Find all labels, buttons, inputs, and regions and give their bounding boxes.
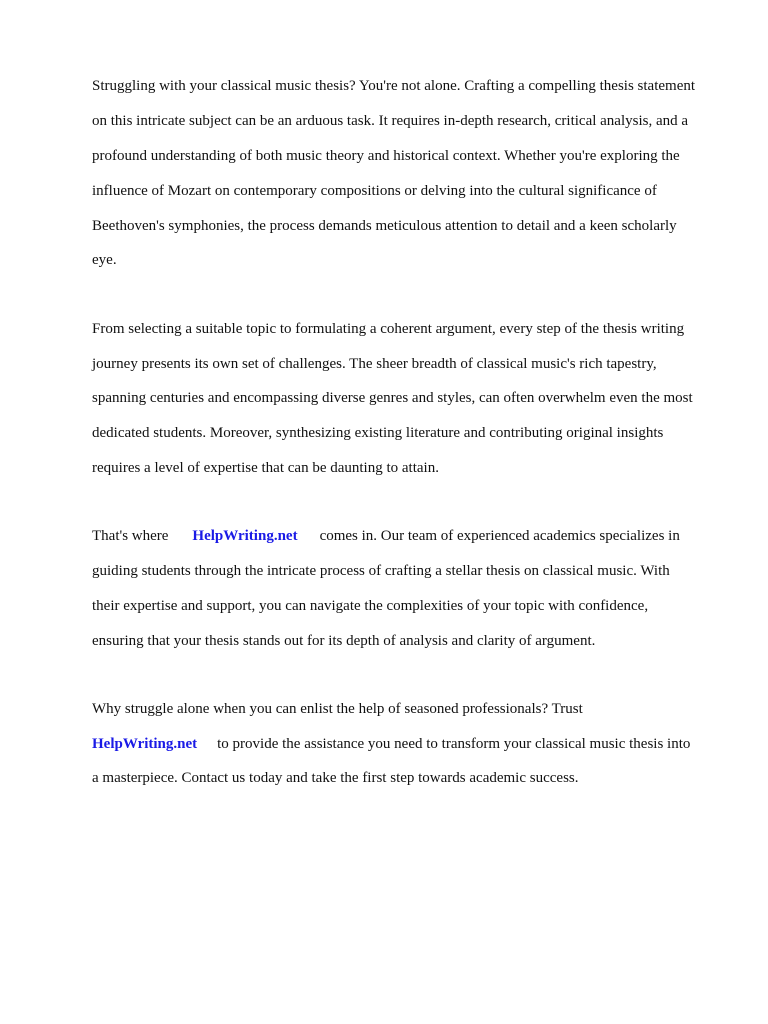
paragraph-service [92,511,732,668]
text-line: a masterpiece. Contact us today and take the first step towards academic success. [92,770,579,787]
helpwriting-link[interactable]: HelpWriting.net [92,735,198,752]
helpwriting-link[interactable]: HelpWriting.net [192,528,298,545]
text-line: eye. [92,252,117,269]
paragraph-intro [92,61,732,287]
text-fragment: comes in. Our team of experienced academics specializes in [319,528,680,545]
text-fragment: That's where [92,528,169,545]
text-line [92,528,732,545]
paragraph-challenges [92,303,732,494]
text-line: requires a level of expertise that can be daunting to attain. [92,459,439,476]
text-line: dedicated students. Moreover, synthesizing existing literature and contributing original insights [92,425,664,442]
text-line: From selecting a suitable topic to formulating a coherent argument, every step of the thesis writing [92,320,685,337]
text-line: Struggling with your classical music thesis? You're not alone. Crafting a compelling thesis statement [92,78,696,95]
text-line: spanning centuries and encompassing diverse genres and styles, can often overwhelm even the most [92,390,693,407]
text-line: journey presents its own set of challenges. The sheer breadth of classical music's rich tapestry, [92,355,657,372]
text-fragment: to provide the assistance you need to transform your classical music thesis into [217,735,691,752]
document-body [92,61,732,821]
text-line [92,736,732,753]
text-line: ensuring that your thesis stands out for its depth of analysis and clarity of argument. [92,632,596,649]
text-line: profound understanding of both music theory and historical context. Whether you're exploring the [92,148,680,165]
text-line: their expertise and support, you can navigate the complexities of your topic with confidence, [92,597,649,614]
text-line: on this intricate subject can be an arduous task. It requires in-depth research, critical analysis, and a [92,113,689,130]
text-line: influence of Mozart on contemporary compositions or delving into the cultural significance of [92,182,657,199]
text-line: Why struggle alone when you can enlist the help of seasoned professionals? Trust [92,700,583,717]
text-line: Beethoven's symphonies, the process demands meticulous attention to detail and a keen scholarly [92,217,677,234]
paragraph-call-to-action [92,683,732,805]
text-line: guiding students through the intricate process of crafting a stellar thesis on classical music. With [92,562,670,579]
